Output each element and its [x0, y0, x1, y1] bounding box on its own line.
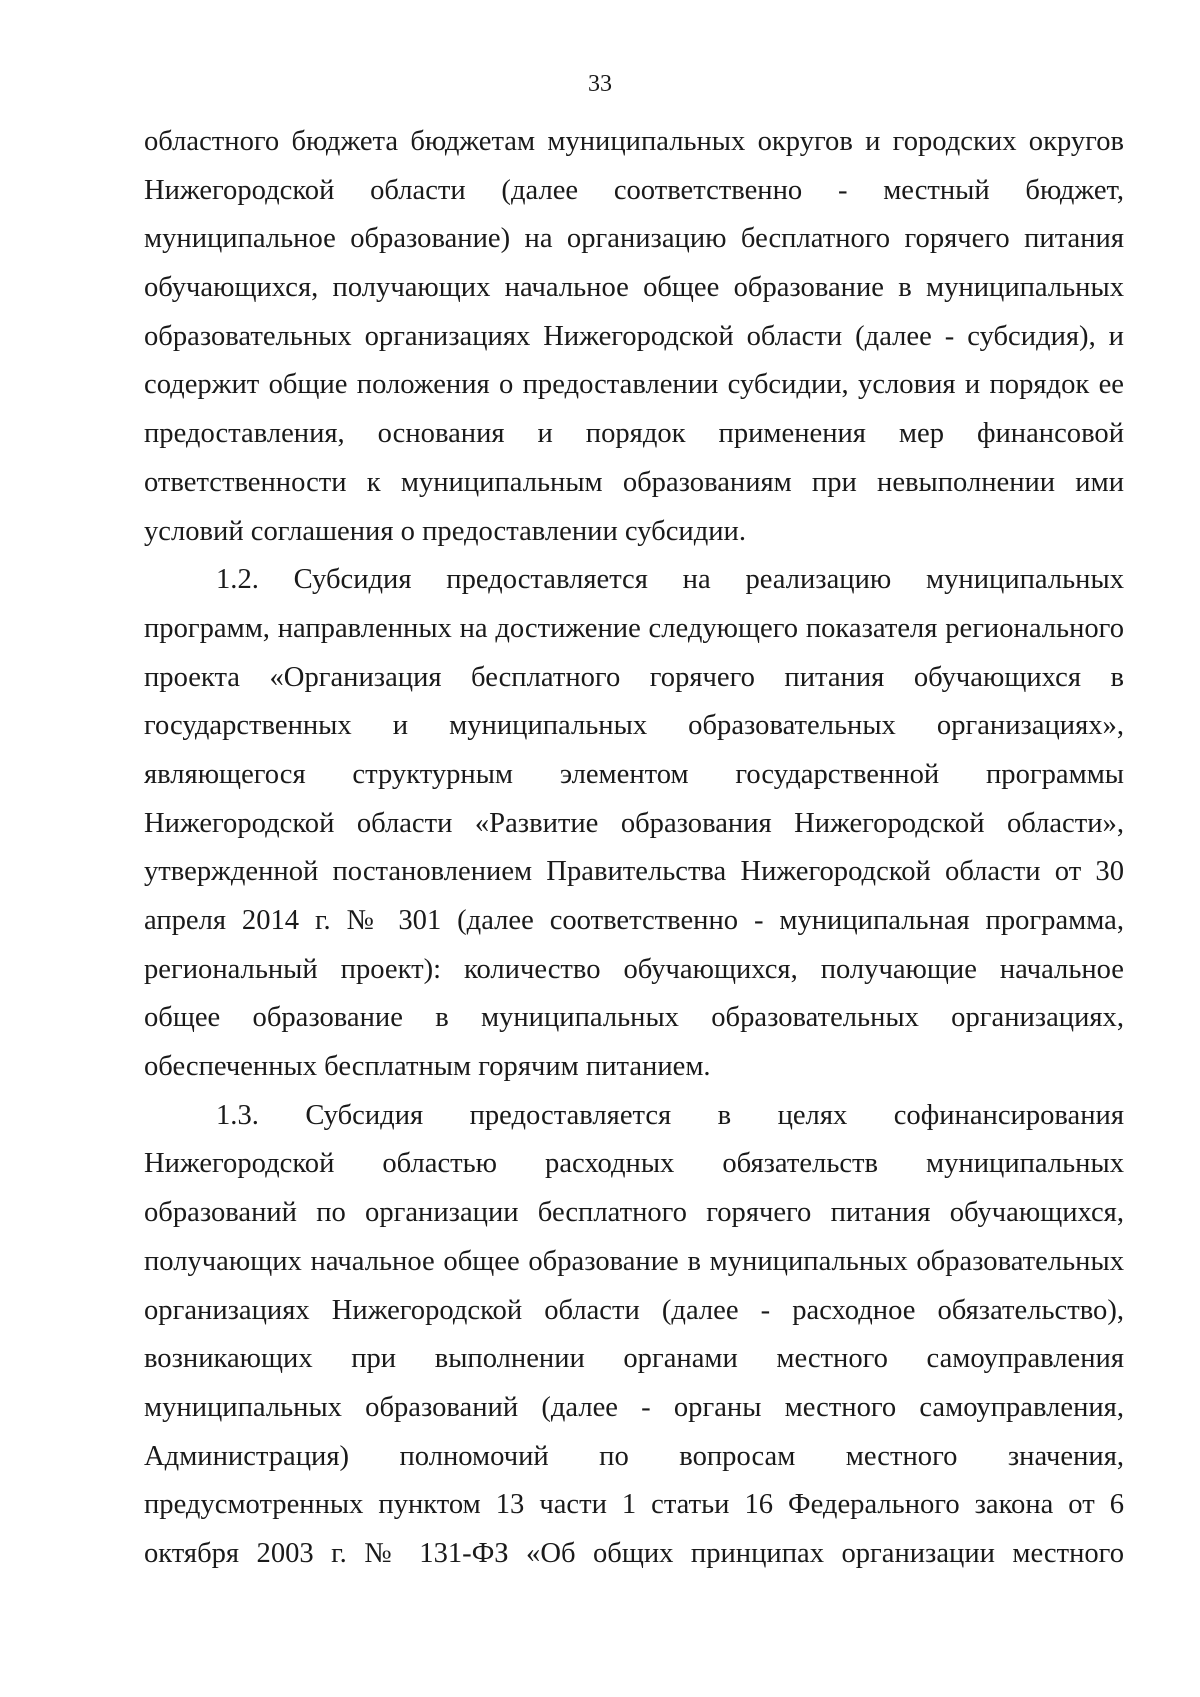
paragraph-1-2	[144, 556, 1124, 1092]
page-number: 33	[588, 71, 612, 97]
text-line: возникающих при выполнении органами местного самоуправления	[144, 1343, 1124, 1375]
paragraph-1-3	[144, 1092, 1124, 1579]
text-line: общее образование в муниципальных образовательных организациях,	[144, 1002, 1124, 1034]
text-line: Нижегородской области (далее соответственно - местный бюджет,	[144, 174, 1124, 206]
text-line: обучающихся, получающих начальное общее образование в муниципальных	[144, 272, 1124, 304]
text-line: областного бюджета бюджетам муниципальных округов и городских округов	[144, 126, 1124, 157]
text-line: обеспеченных бесплатным горячим питанием.	[144, 1051, 711, 1083]
text-line: образовательных организациях Нижегородской области (далее - субсидия), и	[144, 320, 1124, 352]
text-line: образований по организации бесплатного горячего питания обучающихся,	[144, 1197, 1124, 1229]
text-line: ответственности к муниципальным образованиям при невыполнении ими	[144, 466, 1124, 498]
text-line: Администрация) полномочий по вопросам местного значения,	[144, 1440, 1124, 1472]
text-line: утвержденной постановлением Правительства Нижегородской области от 30	[144, 856, 1124, 888]
text-line: предусмотренных пунктом 13 части 1 статьи 16 Федерального закона от 6	[144, 1489, 1124, 1521]
text-line: муниципальное образование) на организацию бесплатного горячего питания	[144, 223, 1124, 255]
text-line: условий соглашения о предоставлении субсидии.	[144, 515, 747, 547]
text-line: являющегося структурным элементом государственной программы	[144, 758, 1124, 790]
document-body	[144, 118, 1124, 1579]
paragraph-intro-continuation	[144, 118, 1124, 556]
text-line: предоставления, основания и порядок применения мер финансовой	[144, 418, 1124, 450]
text-line: государственных и муниципальных образовательных организациях»,	[144, 710, 1124, 742]
text-line: получающих начальное общее образование в муниципальных образовательных	[144, 1245, 1124, 1277]
text-line: Нижегородской области «Развитие образования Нижегородской области»,	[144, 807, 1124, 839]
text-line: программ, направленных на достижение следующего показателя регионального	[144, 612, 1124, 644]
text-line: муниципальных образований (далее - органы местного самоуправления,	[144, 1391, 1124, 1423]
text-line: апреля 2014 г. № 301 (далее соответственно - муниципальная программа,	[144, 905, 1124, 936]
text-line: региональный проект): количество обучающихся, получающие начальное	[144, 953, 1124, 985]
text-line: содержит общие положения о предоставлении субсидии, условия и порядок ее	[144, 369, 1124, 401]
text-line: 1.3. Субсидия предоставляется в целях софинансирования	[216, 1099, 1124, 1131]
text-line: октября 2003 г. № 131-ФЗ «Об общих принципах организации местного	[144, 1537, 1124, 1569]
text-line: проекта «Организация бесплатного горячего питания обучающихся в	[144, 661, 1124, 693]
text-line: 1.2. Субсидия предоставляется на реализацию муниципальных	[216, 564, 1124, 596]
text-line: организациях Нижегородской области (далее - расходное обязательство),	[144, 1294, 1124, 1326]
text-line: Нижегородской областью расходных обязательств муниципальных	[144, 1148, 1124, 1180]
